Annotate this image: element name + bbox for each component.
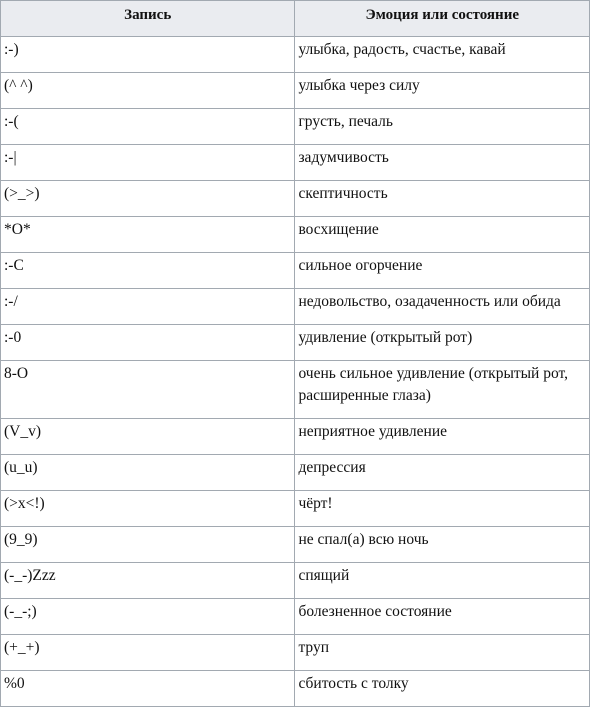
emotion-meaning-cell: депрессия [295,455,590,491]
emoticon-code-cell: (>_>) [1,181,295,217]
emotion-meaning-cell: улыбка через силу [295,73,590,109]
emoticon-code-cell: 8-O [1,361,295,419]
table-row [1,635,590,671]
table-row [1,527,590,563]
emotion-meaning-cell: чёрт! [295,491,590,527]
emotion-meaning-cell: очень сильное удивление (открытый рот, расширенные глаза) [295,361,590,419]
table-body [1,37,590,707]
table-row [1,145,590,181]
emoticon-code-cell: :-( [1,109,295,145]
emoticon-code-cell: (+_+) [1,635,295,671]
emoticon-code-cell: (9_9) [1,527,295,563]
emoticon-code-cell: (V_v) [1,419,295,455]
emoticon-code-cell: (u_u) [1,455,295,491]
table-row [1,289,590,325]
table-row [1,563,590,599]
table-row [1,217,590,253]
table-row [1,491,590,527]
emoticon-code-cell: :-/ [1,289,295,325]
emoticon-code-cell: (-_-)Zzz [1,563,295,599]
emoticon-code-cell: :-| [1,145,295,181]
emotion-meaning-cell: недовольство, озадаченность или обида [295,289,590,325]
table-row [1,181,590,217]
table-row [1,599,590,635]
emotion-meaning-cell: задумчивость [295,145,590,181]
emotion-meaning-cell: улыбка, радость, счастье, кавай [295,37,590,73]
table-row [1,419,590,455]
emoticon-code-cell: (-_-;) [1,599,295,635]
emotion-meaning-cell: болезненное состояние [295,599,590,635]
table-header [1,1,590,37]
emoticon-code-cell: %0 [1,671,295,707]
emotion-meaning-cell: неприятное удивление [295,419,590,455]
table-row [1,253,590,289]
emoticon-code-cell: :-0 [1,325,295,361]
table-row [1,325,590,361]
table-row [1,37,590,73]
table-row [1,109,590,145]
emotion-meaning-cell: не спал(а) всю ночь [295,527,590,563]
emoticon-code-cell: *O* [1,217,295,253]
header-row [1,1,590,37]
emotion-meaning-cell: сбитость с толку [295,671,590,707]
emotion-meaning-cell: удивление (открытый рот) [295,325,590,361]
emotion-meaning-cell: труп [295,635,590,671]
emoticon-code-cell: (^ ^) [1,73,295,109]
emotion-meaning-cell: спящий [295,563,590,599]
emotion-meaning-cell: восхищение [295,217,590,253]
emotion-meaning-cell: скептичность [295,181,590,217]
table-row [1,73,590,109]
emoticon-code-cell: :-C [1,253,295,289]
table-row [1,361,590,419]
emoticon-code-cell: (>x<!) [1,491,295,527]
emotion-meaning-cell: сильное огорчение [295,253,590,289]
emotion-meaning-cell: грусть, печаль [295,109,590,145]
table-row [1,455,590,491]
column-header-notation: Запись [1,1,295,37]
emoticon-code-cell: :-) [1,37,295,73]
column-header-emotion: Эмоция или состояние [295,1,590,37]
table-row [1,671,590,707]
